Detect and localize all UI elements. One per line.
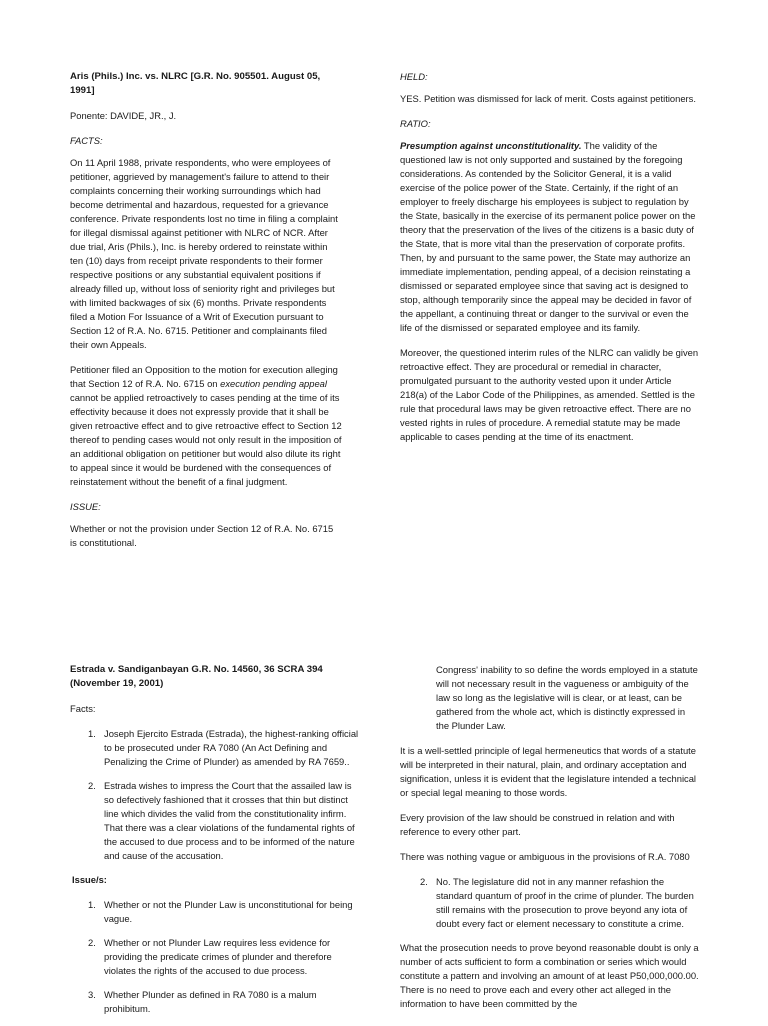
case1-ratio-p1-body: The validity of the questioned law is not only supported and sustained by the foregoing considerations. As contended by the Solicitor General, it is a valid exercise of the police power of the State. Certainly, if the right of an employer to freely discharge his employees is subject to regulation by the State, basically in the exercise of its permanent police power on the theory that the preservation of the lives of the citizens is a basic duty of the State, that is more vital than the preservation of corporate profits. Then, by and pursuant to the same power, the State may authorize an immediate implementation, pending appeal, of a decision reinstating a dismissed or separated employee since that saving act is designed to stop, although temporarily since the appeal may be decided in favor of the appellant, a continuing threat or danger to the survival or even the life of the dismissed or separated employee and its family. [400,140,696,333]
list-item [70,779,360,863]
case1-ratio-paragraph-1 [400,139,700,335]
list-item [70,988,360,1016]
list-item-number: 1. [88,899,96,910]
list-item [70,936,360,978]
list-item [400,875,700,931]
case1-held-text: YES. Petition was dismissed for lack of merit. Costs against petitioners. [400,93,696,104]
list-item-text: No. The legislature did not in any manner refashion the standard quantum of proof in the crime of plunder. The burden still remains with the prosecution to prove beyond any iota of doubt every fact or element necessary to constitute a crime. [436,876,694,929]
list-item-text: Whether or not Plunder Law requires less evidence for providing the predicate crimes of plunder and therefore violates the rights of the accused to due process. [104,937,332,976]
case1-facts-label: FACTS: [70,135,103,146]
case2-paragraph-3: There was nothing vague or ambiguous in the provisions of R.A. 7080 [400,851,690,862]
case1-facts-p2-start: Petitioner filed an Opposition to the motion for execution alleging that Section 12 of R.A. No. 6715 on [70,364,338,389]
list-item-text: Joseph Ejercito Estrada (Estrada), the highest-ranking official to be prosecuted under RA 7080 (An Act Defining and Penalizing the Crime of Plunder) as amended by RA 7659.. [104,728,359,767]
case2-paragraph-1: It is a well-settled principle of legal hermeneutics that words of a statute will be interpreted in their natural, plain, and ordinary acceptation and signification, unless it is evident that the legislature intended a technical or special legal meaning to those words. [400,745,697,798]
case2-issues-label: Issue/s: [72,874,107,885]
case2-paragraph-2: Every provision of the law should be construed in relation and with reference to every other part. [400,812,675,837]
list-item-number: 1. [88,728,96,739]
case1-issue-text: Whether or not the provision under Section 12 of R.A. No. 6715 is constitutional. [70,523,334,548]
list-item-number: 3. [88,989,96,1000]
case1-left-column [70,70,342,561]
case2-right-column [400,663,700,1022]
case1-right-column [400,70,700,455]
case1-facts-paragraph-2 [70,363,342,489]
list-item-number: 2. [88,780,96,791]
list-item [70,727,360,769]
case2-issues-list [70,898,360,1016]
case2-title: Estrada v. Sandiganbayan G.R. No. 14560, 36 SCRA 394 (November 19, 2001) [70,664,323,689]
list-item-number: 2. [88,937,96,948]
list-item-text: Whether Plunder as defined in RA 7080 is a malum prohibitum. [104,989,317,1014]
case2-left-column [70,663,360,1026]
case2-ruling-list [400,875,700,931]
case1-facts-p2-italic: execution pending appeal [220,378,327,389]
list-item-text: Estrada wishes to impress the Court that the assailed law is so defectively fashioned that it crosses that thin but distinct line which divides the valid from the constitutionality infirm. That there was a clear violations of the fundamental rights of the accused to due process and to be informed of the nature and cause of the accusation. [104,780,355,861]
case1-facts-p2-end: cannot be applied retroactively to cases pending at the time of its effectivity because it does not expressly provide that it shall be given retroactive effect and to give retroactive effect to Section 12 thereof to pending cases would not only result in the imposition of an additional obligation on petitioner but would also dilute its right to appeal since it would be burdened with the consequences of reinstatement without the benefit of a final judgment. [70,392,342,487]
case2-paragraph-4: What the prosecution needs to prove beyond reasonable doubt is only a number of acts sufficient to form a combination or series which would constitute a pattern and involving an amount of at least P50,000,000.00. There is no need to prove each and every other act alleged in the information to have been committed by the [400,942,699,1009]
case1-ratio-label: RATIO: [400,118,431,129]
case1-ratio-paragraph-2: Moreover, the questioned interim rules of the NLRC can validly be given retroactive effect. They are procedural or remedial in character, promulgated pursuant to the authority vested upon it under Article 218(a) of the Labor Code of the Philippines, as amended. Settled is the rule that procedural laws may be given retroactive effect. There are no vested rights in rules of procedure. A remedial statute may be made applicable to cases pending at the time of its enactment. [400,347,699,442]
case1-held-label: HELD: [400,71,428,82]
case1-facts-paragraph-1: On 11 April 1988, private respondents, who were employees of petitioner, aggrieved by management's failure to attend to their complaints concerning their working surroundings which had become detrimental and hazardous, requested for a grievance conference. Private respondents lost no time in filing a complaint for illegal dismissal against petitioner with NLRC of NCR. After due trial, Aris (Phils.), Inc. is hereby ordered to reinstate within ten (10) days from receipt private respondents to their former respective positions or any substantial equivalent positions if already filled up, without loss of seniority right and privileges but with limited backwages of six (6) months. Private respondents filed a Motion For Issuance of a Writ of Execution pursuant to Section 12 of R.A. No. 6715. Petitioner and complainants filed their own Appeals. [70,157,338,350]
case2-facts-label: Facts: [70,703,96,714]
case1-ratio-lead: Presumption against unconstitutionality. [400,140,582,151]
case1-ponente: Ponente: DAVIDE, JR., J. [70,110,177,121]
case1-issue-label: ISSUE: [70,501,101,512]
case1-title: Aris (Phils.) Inc. vs. NLRC [G.R. No. 905501. August 05, 1991] [70,71,321,96]
case2-facts-list [70,727,360,863]
list-item-text: Whether or not the Plunder Law is unconstitutional for being vague. [104,899,353,924]
list-item-number: 2. [420,876,428,887]
list-item [70,898,360,926]
case2-indented-paragraph: Congress' inability to so define the words employed in a statute will not necessary result in the vagueness or ambiguity of the law so long as the legislative will is clear, or at least, can be gathered from the whole act, which is distinctly expressed in the Plunder Law. [436,664,698,731]
